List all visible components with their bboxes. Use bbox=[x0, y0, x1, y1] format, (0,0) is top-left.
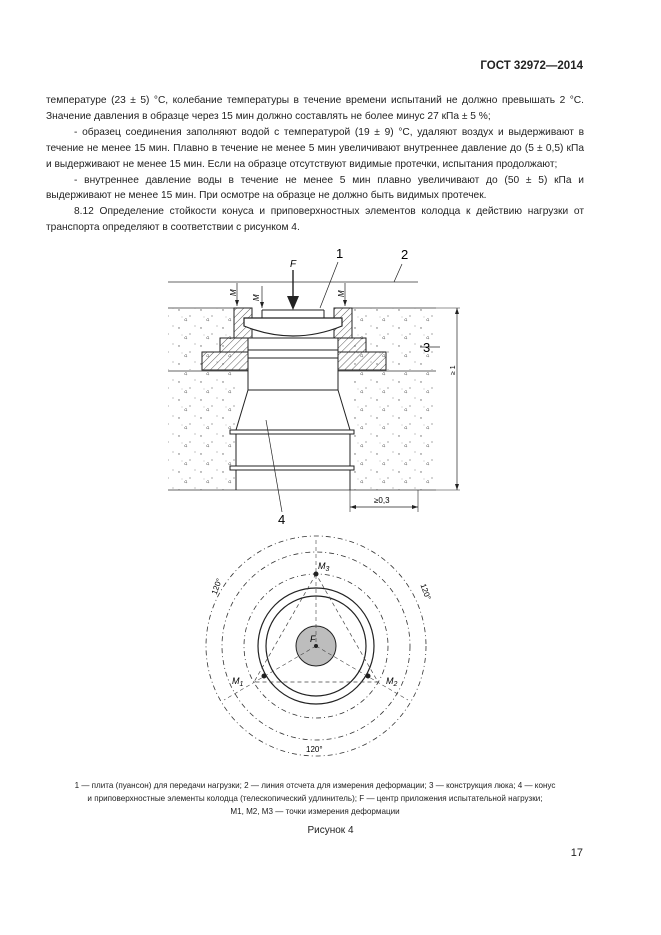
m2-plan-label: $M_2$ bbox=[386, 676, 398, 688]
callout-2: 2 bbox=[401, 247, 409, 262]
caption-line: 1 — плита (пуансон) для передачи нагрузки; 2 — линия отсчета для измерения деформации; 3 — конструкция люка; 4 — конус bbox=[74, 781, 556, 790]
paragraph: - образец соединения заполняют водой с температурой (19 ± 9) °С, удаляют воздух и выдерживают в течение не менее 15 мин. Плавно в течение не менее 5 мин увеличивают внутреннее давление до (5 ± 0,5) кПа и выдерживают не менее 15 мин. Если на образце отсутствуют видимые протечки, испытания продолжают; bbox=[46, 126, 584, 170]
dim-h1: ≥ 1 bbox=[450, 365, 457, 375]
m3-plan-label: $M_3$ bbox=[318, 561, 330, 573]
page-number: 17 bbox=[570, 847, 583, 859]
angle-left-label: 120° bbox=[209, 577, 224, 596]
angle-right-label: 120° bbox=[418, 582, 433, 602]
m3-side-label: M bbox=[337, 290, 346, 297]
standard-header: ГОСТ 32972—2014 bbox=[480, 60, 583, 72]
callout-3: 3 bbox=[423, 340, 431, 355]
dim-03: ≥0,3 bbox=[374, 496, 390, 505]
load-plate bbox=[244, 318, 342, 336]
callout-4: 4 bbox=[278, 512, 286, 527]
figure-caption bbox=[46, 779, 584, 818]
plan-view bbox=[206, 536, 426, 756]
center-f-label: F bbox=[310, 634, 316, 644]
m1-plan-label: $M_1$ bbox=[232, 676, 244, 688]
angle-bottom-label: 120° bbox=[306, 745, 323, 754]
caption-line: и приповерхностные элементы колодца (телескопический удлинитель); F — центр приложения испытательной нагрузки; bbox=[87, 794, 543, 803]
force-label: F bbox=[290, 259, 297, 270]
m2-side-label: M bbox=[252, 294, 261, 301]
cone-shaft bbox=[230, 358, 354, 490]
paragraph: 8.12 Определение стойкости конуса и приповерхностных элементов колодца к действию нагрузки от транспорта определяют в соответствии с рисунком 4. bbox=[46, 206, 584, 234]
caption-line: M1, M2, M3 — точки измерения деформации bbox=[230, 807, 400, 816]
figure-title: Рисунок 4 bbox=[307, 825, 354, 836]
callout-1: 1 bbox=[336, 246, 344, 261]
m1-side-label: M bbox=[229, 289, 238, 296]
figure-4 bbox=[160, 243, 460, 768]
body-text bbox=[46, 93, 584, 236]
paragraph: - внутреннее давление воды в течение не менее 5 мин плавно увеличивают до (50 ± 5) кПа и выдерживают не менее 15 мин. При осмотре на образце не должно быть видимых протечек. bbox=[46, 174, 584, 202]
paragraph: температуре (23 ± 5) °С, колебание температуры в течение времени испытаний не должно превышать 2 °С. Значение давления в образце через 15 мин должно составлять не более минус 27 кПа ± 5 %; bbox=[46, 95, 584, 122]
